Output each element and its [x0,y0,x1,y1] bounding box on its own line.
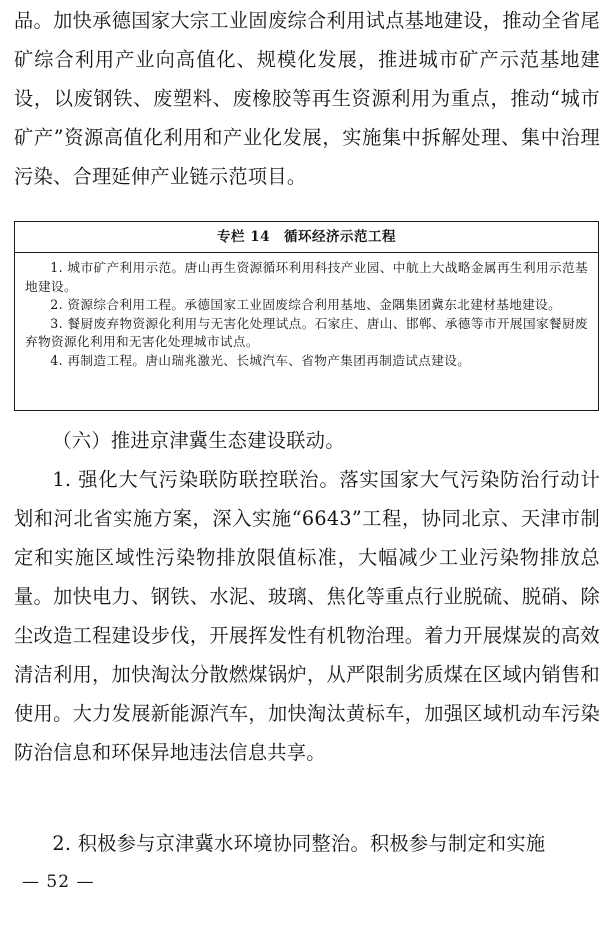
page-number: — 52 — [22,872,95,892]
body-paragraph-air-pollution: 1. 强化大气污染联防联控联治。落实国家大气污染防治行动计划和河北省实施方案，深入实施“6643”工程，协同北京、天津市制定和实施区域性污染物排放限值标准，大幅减少工业污染物排放总量。加快电力、钢铁、水泥、玻璃、焦化等重点行业脱硫、脱硝、除尘改造工程建设步伐，开展挥发性有机物治理。着力开展煤炭的高效清洁利用，加快淘汰分散燃煤锅炉，从严限制劣质煤在区域内销售和使用。大力发展新能源汽车，加快淘汰黄标车，加强区域机动车污染防治信息和环保异地违法信息共享。 [14,468,600,764]
feature-box-item: 2. 资源综合利用工程。承德国家工业固废综合利用基地、金隅集团冀东北建材基地建设。 [50,297,562,313]
feature-box-list [25,259,588,371]
feature-box-item: 4. 再制造工程。唐山瑞兆激光、长城汽车、省物产集团再制造试点建设。 [50,352,471,368]
feature-box-title: 专栏 14 循环经济示范工程 [217,229,396,245]
feature-box-item: 3. 餐厨废弃物资源化利用与无害化处理试点。石家庄、唐山、邯郸、承德等市开展国家餐厨废弃物资源化利用和无害化处理城市试点。 [25,315,588,350]
body-paragraph-continued: 品。加快承德国家大宗工业固废综合利用试点基地建设，推动全省尾矿综合利用产业向高值化、规模化发展，推进城市矿产示范基地建设，以废钢铁、废塑料、废橡胶等再生资源利用为重点，推动“城市矿产”资源高值化利用和产业化发展，实施集中拆解处理、集中治理污染、合理延伸产业链示范项目。 [14,9,600,188]
feature-box-divider [15,252,598,253]
feature-box-item: 1. 城市矿产利用示范。唐山再生资源循环利用科技产业园、中航上大战略金属再生利用示范基地建设。 [25,260,588,294]
feature-box [14,221,599,411]
body-paragraph-water-environment: 2. 积极参与京津冀水环境协同整治。积极参与制定和实施 [52,832,546,855]
section-heading: （六）推进京津冀生态建设联动。 [52,429,345,452]
